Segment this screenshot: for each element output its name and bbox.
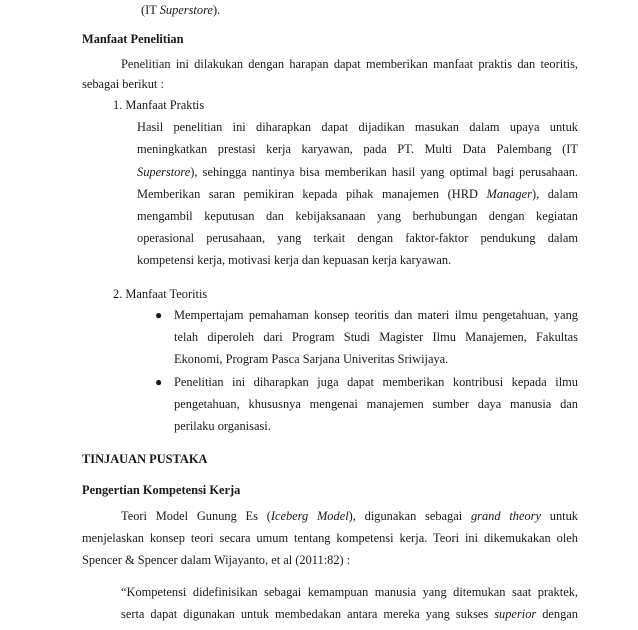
continuation-line: (IT Superstore). <box>141 3 221 17</box>
teoritis-bullet-line: perilaku organisasi. <box>174 419 271 433</box>
praktis-text-line: kompetensi kerja, motivasi kerja dan kepuasan kerja karyawan. <box>137 253 452 267</box>
body-paragraph-line: Teori Model Gunung Es (Iceberg Model), digunakan sebagai grand theory untuk <box>121 509 578 523</box>
teoritis-bullet-line: Mempertajam pemahaman konsep teoritis dan materi ilmu pengetahuan, yang <box>174 308 578 322</box>
teoritis-bullet-line: telah diperoleh dari Program Studi Magister Ilmu Manajemen, Fakultas <box>174 330 578 344</box>
teoritis-bullet-line: pengetahuan, khususnya mengenai manajemen sumber daya manusia dan <box>174 397 578 411</box>
intro-paragraph-line: sebagai berikut : <box>82 77 164 91</box>
bullet-icon: ● <box>155 375 163 389</box>
praktis-text-line: Memberikan saran pemikiran kepada pihak manajemen (HRD Manager), dalam <box>137 187 578 201</box>
intro-paragraph-line: Penelitian ini dilakukan dengan harapan dapat memberikan manfaat praktis dan teoritis, <box>121 57 578 71</box>
teoritis-bullet-line: Ekonomi, Program Pasca Sarjana Univeritas Sriwijaya. <box>174 352 449 366</box>
praktis-text-line: meningkatkan prestasi kerja karyawan, pada PT. Multi Data Palembang (IT <box>137 142 578 156</box>
subsection-heading-kompetensi: Pengertian Kompetensi Kerja <box>82 483 241 497</box>
bullet-icon: ● <box>155 308 163 322</box>
section-heading-manfaat: Manfaat Penelitian <box>82 32 184 46</box>
body-paragraph-line: menjelaskan konsep teori secara umum tentang kompetensi kerja. Teori ini dikemukakan oleh <box>82 531 578 545</box>
praktis-text-line: mengambil keputusan dan kebijaksanaan yang berhubungan dengan kegiatan <box>137 209 578 223</box>
section-heading-tinjauan: TINJAUAN PUSTAKA <box>82 452 208 466</box>
teoritis-bullet-line: Penelitian ini diharapkan juga dapat memberikan kontribusi kepada ilmu <box>174 375 578 389</box>
list-item-manfaat-praktis: 1. Manfaat Praktis <box>113 98 205 112</box>
list-item-manfaat-teoritis: 2. Manfaat Teoritis <box>113 287 208 301</box>
body-paragraph-line: Spencer & Spencer dalam Wijayanto, et al (2011:82) : <box>82 553 351 567</box>
praktis-text-line: Hasil penelitian ini diharapkan dapat dijadikan masukan dalam upaya untuk <box>137 120 578 134</box>
quote-line: “Kompetensi didefinisikan sebagai kemampuan manusia yang ditemukan saat praktek, <box>121 585 578 599</box>
praktis-text-line: operasional perusahaan, yang terkait dengan faktor-faktor pendukung dalam <box>137 231 578 245</box>
quote-line: serta dapat digunakan untuk membedakan antara mereka yang sukses superior dengan <box>121 607 578 621</box>
praktis-text-line: Superstore), sehingga nantinya bisa memberikan hasil yang optimal bagi perusahaan. <box>137 165 578 179</box>
